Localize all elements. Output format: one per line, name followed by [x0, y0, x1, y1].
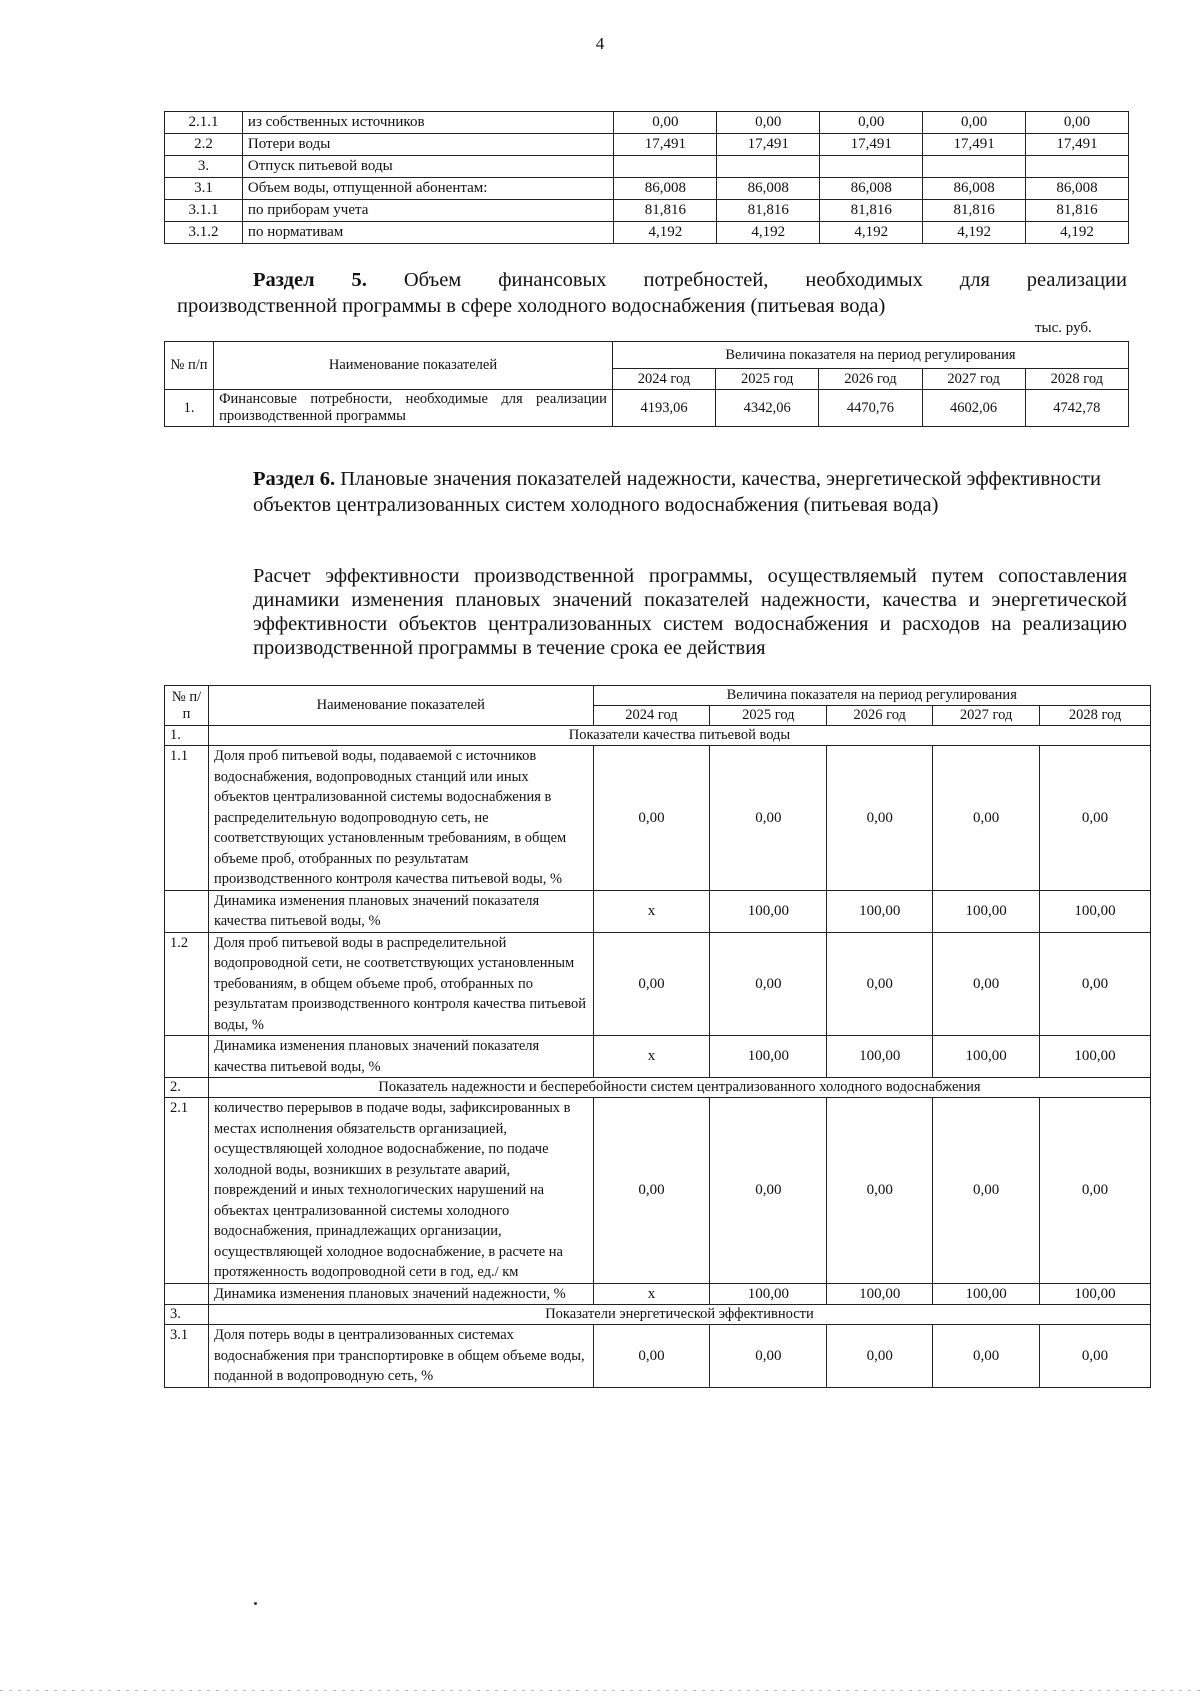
row-name: по нормативам	[242, 222, 614, 244]
value-cell: 4193,06	[612, 390, 715, 427]
value-cell: 0,00	[933, 746, 1040, 891]
value-cell: x	[593, 1036, 710, 1078]
row-name: по приборам учета	[242, 200, 614, 222]
table-row	[165, 178, 1129, 200]
value-cell: 100,00	[827, 1036, 933, 1078]
value-cell	[820, 156, 923, 178]
water-balance-table	[164, 111, 1129, 244]
value-cell: 100,00	[827, 890, 933, 932]
row-number: 3.1.2	[165, 222, 243, 244]
value-cell: 0,00	[710, 1325, 827, 1388]
value-cell: 86,008	[717, 178, 820, 200]
year-header: 2026 год	[827, 706, 933, 726]
value-cell: 17,491	[717, 134, 820, 156]
value-cell: 100,00	[933, 1036, 1040, 1078]
value-cell: 0,00	[1040, 746, 1151, 891]
row-number	[165, 890, 209, 932]
value-cell: 86,008	[614, 178, 717, 200]
row-number: 3.1	[165, 1325, 209, 1388]
value-cell: 0,00	[1026, 112, 1129, 134]
row-name: Финансовые потребности, необходимые для реализации производственной программы	[214, 390, 613, 427]
value-cell: 86,008	[1026, 178, 1129, 200]
value-cell: 100,00	[1040, 890, 1151, 932]
value-cell: 0,00	[820, 112, 923, 134]
indicator-name: Доля проб питьевой воды, подаваемой с источников водоснабжения, водопроводных станций или иных объектов централизованной системы водоснабжения в распределительную водопроводную сеть, не соответствующих установленным требованиям, в общем объеме проб, отобранных по результатам производственного контроля качества питьевой воды, %	[208, 746, 593, 891]
row-number: 3.1.1	[165, 200, 243, 222]
table-row	[165, 222, 1129, 244]
value-cell: 0,00	[710, 746, 827, 891]
value-cell: 81,816	[923, 200, 1026, 222]
value-cell: 4342,06	[716, 390, 819, 427]
indicators-table	[164, 685, 1151, 1388]
dynamics-name: Динамика изменения плановых значений надежности, %	[208, 1283, 593, 1305]
value-cell: 4602,06	[922, 390, 1025, 427]
year-header: 2024 год	[612, 369, 715, 390]
col-group-header: Величина показателя на период регулирования	[612, 342, 1128, 369]
section5-label: Раздел 5.	[253, 269, 367, 291]
section6-label: Раздел 6.	[253, 468, 336, 490]
value-cell: 0,00	[593, 932, 710, 1036]
table-row	[165, 200, 1129, 222]
dynamics-name: Динамика изменения плановых значений показателя качества питьевой воды, %	[208, 890, 593, 932]
year-header: 2027 год	[922, 369, 1025, 390]
value-cell: 0,00	[593, 746, 710, 891]
value-cell: 0,00	[827, 932, 933, 1036]
value-cell: 4742,78	[1025, 390, 1128, 427]
value-cell: 100,00	[933, 890, 1040, 932]
section5-heading-rest: Объем финансовых потребностей, необходимых для реализации	[366, 269, 1127, 291]
table-row	[165, 156, 1129, 178]
value-cell: 100,00	[1040, 1283, 1151, 1305]
value-cell: 0,00	[933, 1325, 1040, 1388]
value-cell: 17,491	[1026, 134, 1129, 156]
value-cell: 0,00	[827, 1325, 933, 1388]
section-title: Показатели качества питьевой воды	[208, 726, 1150, 746]
year-header: 2026 год	[819, 369, 922, 390]
value-cell: 4,192	[820, 222, 923, 244]
value-cell: 86,008	[820, 178, 923, 200]
section5-heading	[177, 267, 1127, 319]
value-cell: 0,00	[923, 112, 1026, 134]
row-name: из собственных источников	[242, 112, 614, 134]
dynamics-name: Динамика изменения плановых значений показателя качества питьевой воды, %	[208, 1036, 593, 1078]
row-number	[165, 1283, 209, 1305]
value-cell: 100,00	[1040, 1036, 1151, 1078]
value-cell: 81,816	[717, 200, 820, 222]
value-cell: 0,00	[1040, 932, 1151, 1036]
row-number: 2.1.1	[165, 112, 243, 134]
value-cell: 17,491	[614, 134, 717, 156]
value-cell: 4,192	[614, 222, 717, 244]
value-cell: 4,192	[1026, 222, 1129, 244]
value-cell: 100,00	[827, 1283, 933, 1305]
year-header: 2028 год	[1025, 369, 1128, 390]
value-cell: x	[593, 890, 710, 932]
value-cell: 0,00	[717, 112, 820, 134]
value-cell: 0,00	[593, 1098, 710, 1284]
financial-needs-table	[164, 341, 1129, 427]
section-number: 3.	[165, 1305, 209, 1325]
value-cell	[1026, 156, 1129, 178]
row-number: 3.	[165, 156, 243, 178]
col-group-header: Величина показателя на период регулирования	[593, 686, 1150, 706]
row-number: 2.1	[165, 1098, 209, 1284]
row-name: Потери воды	[242, 134, 614, 156]
value-cell: 0,00	[933, 1098, 1040, 1284]
year-header: 2024 год	[593, 706, 710, 726]
table-row	[165, 112, 1129, 134]
section5-heading-line1	[177, 267, 1127, 293]
row-number: 1.	[165, 390, 214, 427]
section5-heading-line2: производственной программы в сфере холодного водоснабжения (питьевая вода)	[177, 295, 886, 317]
value-cell: 4,192	[923, 222, 1026, 244]
year-header: 2028 год	[1040, 706, 1151, 726]
row-name: Отпуск питьевой воды	[242, 156, 614, 178]
value-cell: 100,00	[710, 1036, 827, 1078]
units-label: тыс. руб.	[1035, 320, 1092, 336]
value-cell: 0,00	[593, 1325, 710, 1388]
section-number: 1.	[165, 726, 209, 746]
value-cell	[717, 156, 820, 178]
value-cell: 4470,76	[819, 390, 922, 427]
row-number	[165, 1036, 209, 1078]
value-cell: 100,00	[710, 890, 827, 932]
value-cell: 0,00	[933, 932, 1040, 1036]
col-num-header: № п/п	[165, 686, 209, 726]
section-title: Показатели энергетической эффективности	[208, 1305, 1150, 1325]
value-cell: 0,00	[710, 1098, 827, 1284]
value-cell: 100,00	[933, 1283, 1040, 1305]
indicator-name: Доля проб питьевой воды в распределительной водопроводной сети, не соответствующих установленным требованиям, в общем объеме проб, отобранных по результатам производственного контроля качества питьевой воды, %	[208, 932, 593, 1036]
efficiency-calc-text: Расчет эффективности производственной программы, осуществляемый путем сопоставления динамики изменения плановых значений показателей надежности, качества и энергетической эффективности объектов централизованных систем водоснабжения и расходов на реализацию производственной программы в течение срока ее действия	[253, 565, 1127, 659]
value-cell: x	[593, 1283, 710, 1305]
value-cell	[923, 156, 1026, 178]
value-cell: 0,00	[827, 1098, 933, 1284]
section-title: Показатель надежности и бесперебойности систем централизованного холодного водоснабжения	[208, 1078, 1150, 1098]
indicator-name: количество перерывов в подаче воды, зафиксированных в местах исполнения обязательств организацией, осуществляющей холодное водоснабжение, по подаче холодной воды, возникших в результате аварий, повреждений и иных технологических нарушений на объектах централизованной системы холодного водоснабжения, принадлежащих организации, осуществляющей холодное водоснабжение, в расчете на протяженность водопроводной сети в год, ед./ км	[208, 1098, 593, 1284]
section-number: 2.	[165, 1078, 209, 1098]
value-cell: 86,008	[923, 178, 1026, 200]
efficiency-calc-paragraph	[177, 564, 1127, 660]
value-cell: 81,816	[820, 200, 923, 222]
row-number: 2.2	[165, 134, 243, 156]
year-header: 2027 год	[933, 706, 1040, 726]
scan-speck	[254, 1602, 257, 1605]
row-number: 1.1	[165, 746, 209, 891]
indicator-name: Доля потерь воды в централизованных системах водоснабжения при транспортировке в общем объеме воды, поданной в водопроводную сеть, %	[208, 1325, 593, 1388]
value-cell: 0,00	[827, 746, 933, 891]
page-number: 4	[595, 34, 605, 53]
col-name-header: Наименование показателей	[214, 342, 613, 390]
value-cell: 0,00	[614, 112, 717, 134]
value-cell: 81,816	[614, 200, 717, 222]
section6-heading-rest: Плановые значения показателей надежности, качества, энергетической эффективности объектов централизованных систем холодного водоснабжения (питьевая вода)	[253, 468, 1101, 516]
row-name: Объем воды, отпущенной абонентам:	[242, 178, 614, 200]
value-cell: 17,491	[820, 134, 923, 156]
value-cell: 4,192	[717, 222, 820, 244]
value-cell: 17,491	[923, 134, 1026, 156]
col-num-header: № п/п	[165, 342, 214, 390]
year-header: 2025 год	[716, 369, 819, 390]
scan-edge-line	[0, 1690, 1200, 1691]
value-cell: 81,816	[1026, 200, 1129, 222]
col-name-header: Наименование показателей	[208, 686, 593, 726]
row-number: 1.2	[165, 932, 209, 1036]
value-cell: 100,00	[710, 1283, 827, 1305]
year-header: 2025 год	[710, 706, 827, 726]
row-number: 3.1	[165, 178, 243, 200]
table-row	[165, 134, 1129, 156]
section6-heading	[177, 466, 1127, 518]
value-cell: 0,00	[1040, 1325, 1151, 1388]
value-cell: 0,00	[1040, 1098, 1151, 1284]
value-cell: 0,00	[710, 932, 827, 1036]
value-cell	[614, 156, 717, 178]
